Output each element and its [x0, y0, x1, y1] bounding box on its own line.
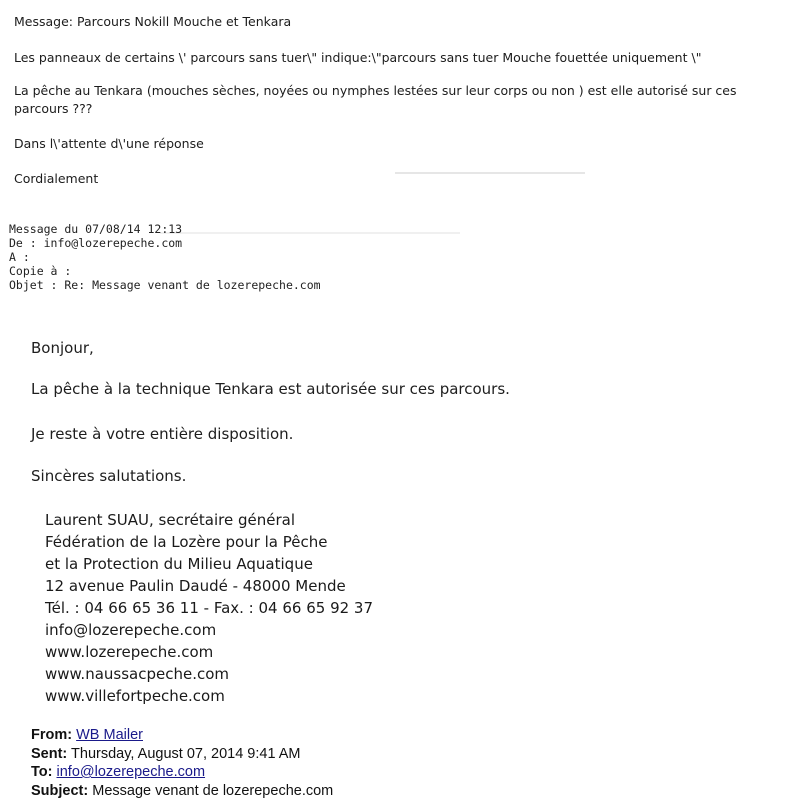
- reply-cc-line: Copie à :: [9, 264, 72, 278]
- signature-website-2: www.naussacpeche.com: [45, 665, 230, 683]
- forward-to-label: To:: [31, 764, 53, 780]
- scan-smudge: [160, 232, 460, 234]
- forward-to-value[interactable]: info@lozerepeche.com: [56, 764, 206, 780]
- signature-block: [45, 509, 373, 707]
- reply-greeting: Bonjour,: [31, 339, 94, 357]
- forward-subject-label: Subject:: [31, 782, 89, 799]
- signature-phone: Tél. : 04 66 65 36 11 - Fax. : 04 66 65 92 37: [45, 599, 374, 617]
- reply-to-line: A :: [9, 250, 30, 264]
- reply-line-3: Sincères salutations.: [31, 467, 187, 485]
- original-paragraph-3: Dans l\'attente d\'une réponse: [14, 136, 204, 151]
- original-paragraph-1: Les panneaux de certains \' parcours sans tuer\" indique:\"parcours sans tuer Mouche fouettée uniquement \": [14, 50, 702, 65]
- forward-subject-row: [31, 782, 333, 801]
- reply-subject-line: Objet : Re: Message venant de lozerepeche.com: [9, 278, 321, 292]
- forward-sent-label: Sent:: [31, 745, 68, 762]
- signature-address: 12 avenue Paulin Daudé - 48000 Mende: [45, 577, 346, 595]
- reply-date-line: Message du 07/08/14 12:13: [9, 222, 183, 236]
- forward-header: [31, 726, 333, 800]
- signature-website-3: www.villefortpeche.com: [45, 687, 225, 705]
- forward-to-row: [31, 763, 333, 782]
- forward-sent-row: [31, 745, 333, 764]
- signature-organization: Fédération de la Lozère pour la Pêche: [45, 533, 328, 551]
- original-subject: Message: Parcours Nokill Mouche et Tenkara: [14, 14, 292, 29]
- forward-from-row: [31, 726, 333, 745]
- original-paragraph-2-line-1: La pêche au Tenkara (mouches sèches, noyées ou nymphes lestées sur leur corps ou non ) est elle autorisé sur ces: [14, 83, 737, 98]
- signature-website-1: www.lozerepeche.com: [45, 643, 214, 661]
- forward-sent-value: Thursday, August 07, 2014 9:41 AM: [71, 745, 301, 762]
- reply-line-2: Je reste à votre entière disposition.: [31, 425, 294, 443]
- signature-name: Laurent SUAU, secrétaire général: [45, 511, 295, 529]
- forward-from-value[interactable]: WB Mailer: [76, 727, 143, 743]
- forward-subject-value: Message venant de lozerepeche.com: [92, 782, 334, 799]
- signature-organization-2: et la Protection du Milieu Aquatique: [45, 555, 313, 573]
- signature-email: info@lozerepeche.com: [45, 621, 217, 639]
- reply-from-line: De : info@lozerepeche.com: [9, 236, 183, 250]
- original-closing: Cordialement: [14, 171, 99, 186]
- original-paragraph-2-line-2: parcours ???: [14, 101, 93, 116]
- scan-smudge: [395, 172, 585, 174]
- forward-from-label: From:: [31, 727, 73, 743]
- reply-line-1: La pêche à la technique Tenkara est autorisée sur ces parcours.: [31, 380, 510, 398]
